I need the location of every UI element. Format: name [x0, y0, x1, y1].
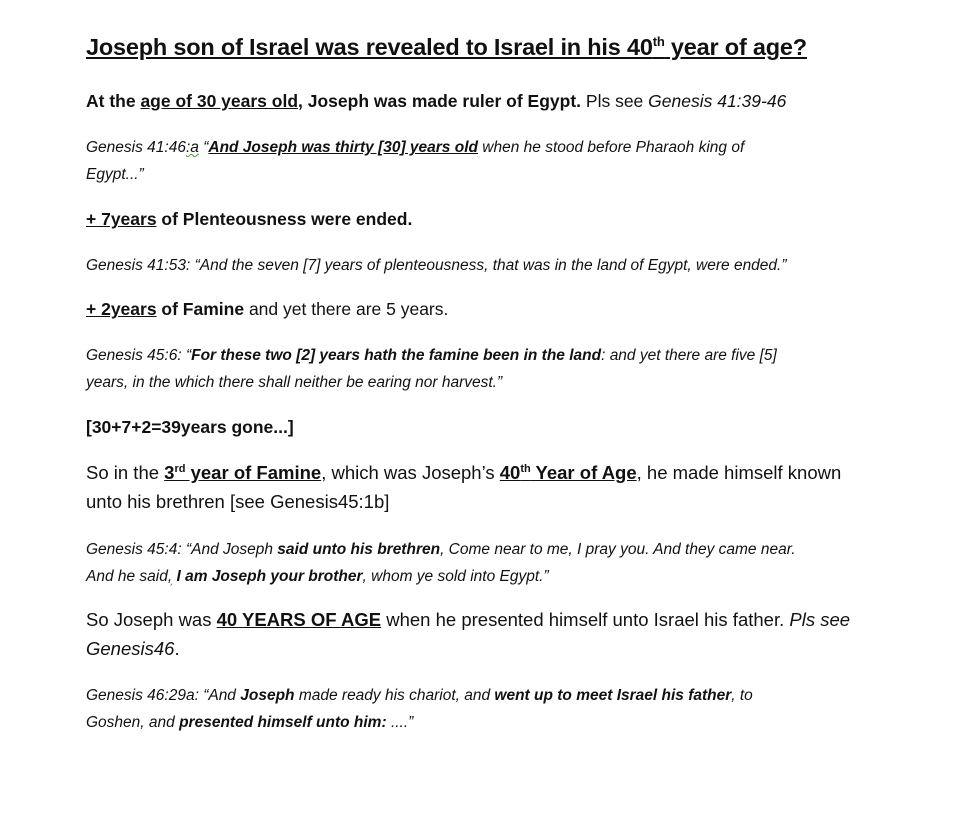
- document-title: [86, 34, 807, 61]
- q5-h: ....”: [386, 714, 414, 731]
- q1-open: “: [198, 139, 209, 156]
- p5-age-sup: th: [520, 462, 531, 475]
- p3-famine: of Famine: [156, 299, 245, 319]
- q5-e: , to: [731, 687, 753, 704]
- p1-text: At the: [86, 91, 141, 111]
- p3-years: + 2years: [86, 299, 157, 319]
- p6-see: Pls see: [789, 609, 851, 630]
- q4-d: And he said: [86, 568, 168, 585]
- p6-age: 40 YEARS OF AGE: [216, 609, 382, 630]
- q1-bold: And Joseph was thirty [30] years old: [208, 139, 478, 156]
- p5-e: , he made himself known: [636, 462, 842, 483]
- p1-ruler: , Joseph was made ruler of Egypt.: [298, 91, 582, 111]
- title-text-end: year of age?: [664, 34, 807, 60]
- q2-text: Genesis 41:53: “And the seven [7] years of plenteousness, that was in the land of Egypt, were ended.”: [86, 257, 787, 274]
- p5-famine: year of Famine: [185, 462, 322, 483]
- p1-see: Pls see: [581, 91, 649, 111]
- title-superscript: th: [652, 34, 665, 50]
- q1-line2: Egypt...”: [86, 166, 144, 183]
- q5-f: Goshen, and: [86, 714, 180, 731]
- quote-genesis-45-4: [86, 536, 796, 590]
- quote-genesis-46-29: [86, 682, 753, 736]
- p6-dot: .: [174, 638, 180, 659]
- quote-genesis-45-6: [86, 342, 777, 396]
- p1-age: age of 30 years old: [140, 91, 299, 111]
- p5-a: So in the: [86, 462, 165, 483]
- paragraph-plenteousness: [86, 209, 412, 230]
- p5-c: , which was Joseph’s: [321, 462, 500, 483]
- p5-ordinal: 3: [164, 462, 175, 483]
- paragraph-ruler-age: [86, 91, 786, 112]
- q4-e: ,: [167, 568, 173, 585]
- paragraph-sum: [86, 417, 294, 438]
- paragraph-famine: [86, 299, 448, 320]
- q3-ref: Genesis 45:6: “: [86, 347, 192, 364]
- paragraph-forty-years: [86, 605, 850, 663]
- q3-line2: years, in the which there shall neither be earing nor harvest.”: [86, 374, 503, 391]
- paragraph-third-year: [86, 458, 841, 516]
- q4-b: said unto his brethren: [277, 541, 441, 558]
- quote-genesis-41-53: [86, 252, 787, 279]
- q5-d: went up to meet Israel his father: [494, 687, 732, 704]
- p6-a: So Joseph was: [86, 609, 217, 630]
- p2-years: + 7years: [86, 209, 157, 229]
- p5-age: Year of Age: [530, 462, 637, 483]
- p5-age-num: 40: [499, 462, 521, 483]
- q5-c: made ready his chariot, and: [294, 687, 495, 704]
- q1-ref: Genesis 41:46: [86, 139, 186, 156]
- p1-reference: Genesis 41:39-46: [648, 91, 787, 111]
- p6-c: when he presented himself unto Israel his father.: [381, 609, 790, 630]
- p5-line2: unto his brethren [see Genesis45:1b]: [86, 491, 390, 512]
- q5-g: presented himself unto him:: [179, 714, 387, 731]
- q1-sep: :a: [185, 139, 199, 156]
- q4-g: , whom ye sold into Egypt.”: [362, 568, 549, 585]
- p3-rest: and yet there are 5 years.: [244, 299, 449, 319]
- quote-genesis-41-46: [86, 134, 744, 188]
- q3-bold: For these two [2] years hath the famine been in the land: [191, 347, 602, 364]
- p2-text: of Plenteousness were ended.: [156, 209, 413, 229]
- q4-f: I am Joseph your brother: [172, 568, 363, 585]
- q3-rest: : and yet there are five [5]: [601, 347, 777, 364]
- p5-ordinal-sup: rd: [174, 462, 186, 475]
- p4-text: [30+7+2=39years gone...]: [86, 417, 294, 437]
- q1-rest: when he stood before Pharaoh king of: [477, 139, 745, 156]
- p6-reference: Genesis46: [86, 638, 175, 659]
- q5-a: Genesis 46:29a: “And: [86, 687, 241, 704]
- title-text: Joseph son of Israel was revealed to Israel in his 40: [86, 34, 653, 60]
- q4-a: Genesis 45:4: “And Joseph: [86, 541, 278, 558]
- q4-c: , Come near to me, I pray you. And they came near.: [440, 541, 796, 558]
- q5-b: Joseph: [240, 687, 295, 704]
